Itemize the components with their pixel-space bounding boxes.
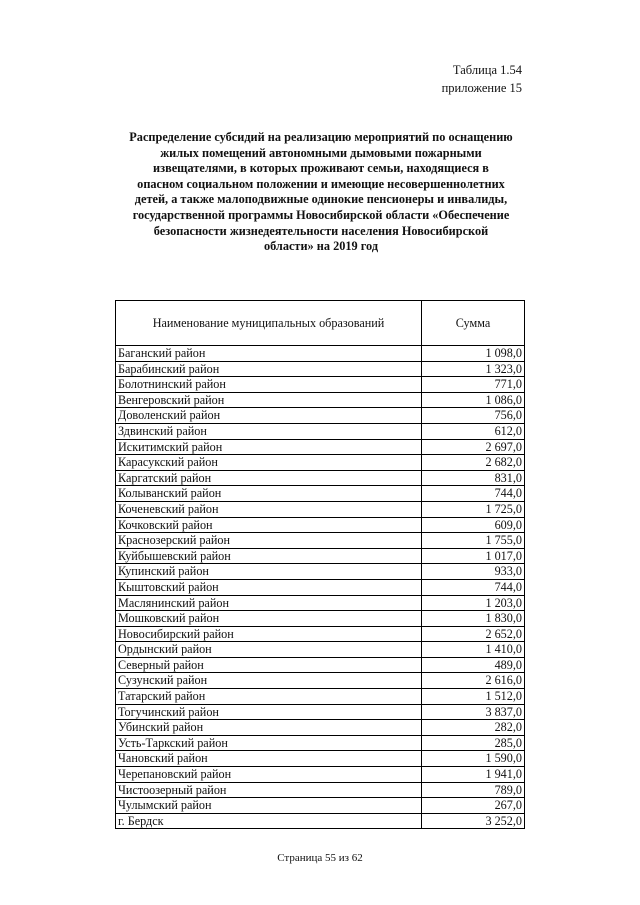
municipality-name-cell: Убинский район — [116, 720, 422, 736]
table-row — [116, 564, 525, 580]
table-row — [116, 673, 525, 689]
table-row — [116, 642, 525, 658]
column-header-municipality: Наименование муниципальных образований — [116, 301, 422, 346]
title-line: безопасности жизнедеятельности населения Новосибирской — [153, 223, 489, 238]
sum-cell: 1 590,0 — [422, 751, 525, 767]
municipality-name-cell: Маслянинский район — [116, 595, 422, 611]
municipality-name-cell: Венгеровский район — [116, 392, 422, 408]
municipality-name-cell: Татарский район — [116, 689, 422, 705]
sum-cell: 2 682,0 — [422, 455, 525, 471]
sum-cell: 609,0 — [422, 517, 525, 533]
municipality-name-cell: Чулымский район — [116, 798, 422, 814]
municipality-name-cell: Куйбышевский район — [116, 548, 422, 564]
sum-cell: 744,0 — [422, 486, 525, 502]
table-row — [116, 423, 525, 439]
sum-cell: 1 203,0 — [422, 595, 525, 611]
municipality-name-cell: Краснозерский район — [116, 533, 422, 549]
title-line: опасном социальном положении и имеющие несовершеннолетних — [137, 176, 505, 191]
table-row — [116, 689, 525, 705]
municipality-name-cell: Мошковский район — [116, 611, 422, 627]
appendix-label: приложение 15 — [441, 81, 522, 95]
sum-cell: 267,0 — [422, 798, 525, 814]
sum-cell: 1 830,0 — [422, 611, 525, 627]
municipality-name-cell: Доволенский район — [116, 408, 422, 424]
sum-cell: 1 941,0 — [422, 767, 525, 783]
sum-cell: 1 017,0 — [422, 548, 525, 564]
table-row — [116, 782, 525, 798]
municipality-name-cell: Чистоозерный район — [116, 782, 422, 798]
page-number: Страница 55 из 62 — [277, 852, 363, 864]
title-line: детей, а также малоподвижные одинокие пенсионеры и инвалиды, — [134, 192, 508, 207]
table-row — [116, 439, 525, 455]
municipality-name-cell: Сузунский район — [116, 673, 422, 689]
table-row — [116, 392, 525, 408]
table-row — [116, 548, 525, 564]
sum-cell: 2 616,0 — [422, 673, 525, 689]
sum-cell: 933,0 — [422, 564, 525, 580]
municipality-name-cell: Барабинский район — [116, 361, 422, 377]
title-line: жилых помещений автономными дымовыми пожарными — [160, 145, 482, 160]
sum-cell: 771,0 — [422, 377, 525, 393]
table-row — [116, 626, 525, 642]
municipality-name-cell: Усть-Таркский район — [116, 735, 422, 751]
municipality-name-cell: Купинский район — [116, 564, 422, 580]
table-row — [116, 501, 525, 517]
municipality-name-cell: Ордынский район — [116, 642, 422, 658]
sum-cell: 1 725,0 — [422, 501, 525, 517]
table-row — [116, 579, 525, 595]
table-row — [116, 346, 525, 362]
table-row — [116, 533, 525, 549]
table-row — [116, 377, 525, 393]
municipality-name-cell: Чановский район — [116, 751, 422, 767]
table-row — [116, 704, 525, 720]
table-header-row — [116, 301, 525, 346]
sum-cell: 3 252,0 — [422, 813, 525, 829]
sum-cell: 756,0 — [422, 408, 525, 424]
sum-cell: 1 410,0 — [422, 642, 525, 658]
table-row — [116, 767, 525, 783]
table-row — [116, 813, 525, 829]
municipality-name-cell: Коченевский район — [116, 501, 422, 517]
table-number-label: Таблица 1.54 — [452, 63, 522, 77]
subsidy-table — [115, 300, 525, 829]
sum-cell: 1 086,0 — [422, 392, 525, 408]
sum-cell: 285,0 — [422, 735, 525, 751]
sum-cell: 789,0 — [422, 782, 525, 798]
municipality-name-cell: Кочковский район — [116, 517, 422, 533]
table-row — [116, 361, 525, 377]
sum-cell: 2 652,0 — [422, 626, 525, 642]
table-row — [116, 735, 525, 751]
table-row — [116, 408, 525, 424]
table-row — [116, 798, 525, 814]
title-line: области» на 2019 год — [263, 239, 379, 254]
municipality-name-cell: Черепановский район — [116, 767, 422, 783]
municipality-name-cell: Болотнинский район — [116, 377, 422, 393]
title-line: Распределение субсидий на реализацию мероприятий по оснащению — [129, 130, 513, 144]
document-title — [110, 130, 532, 255]
table-row — [116, 657, 525, 673]
sum-cell: 489,0 — [422, 657, 525, 673]
table-row — [116, 720, 525, 736]
sum-cell: 1 098,0 — [422, 346, 525, 362]
municipality-name-cell: Баганский район — [116, 346, 422, 362]
table-row — [116, 517, 525, 533]
table-row — [116, 595, 525, 611]
municipality-name-cell: Кыштовский район — [116, 579, 422, 595]
sum-cell: 1 323,0 — [422, 361, 525, 377]
sum-cell: 3 837,0 — [422, 704, 525, 720]
table-row — [116, 486, 525, 502]
municipality-name-cell: Северный район — [116, 657, 422, 673]
sum-cell: 744,0 — [422, 579, 525, 595]
municipality-name-cell: Новосибирский район — [116, 626, 422, 642]
sum-cell: 1 755,0 — [422, 533, 525, 549]
municipality-name-cell: Искитимский район — [116, 439, 422, 455]
sum-cell: 831,0 — [422, 470, 525, 486]
table-row — [116, 611, 525, 627]
title-line: государственной программы Новосибирской области «Обеспечение — [132, 207, 510, 222]
municipality-name-cell: Каргатский район — [116, 470, 422, 486]
column-header-sum: Сумма — [422, 301, 525, 346]
municipality-name-cell: Карасукский район — [116, 455, 422, 471]
municipality-name-cell: Здвинский район — [116, 423, 422, 439]
table-row — [116, 470, 525, 486]
municipality-name-cell: Тогучинский район — [116, 704, 422, 720]
sum-cell: 2 697,0 — [422, 439, 525, 455]
sum-cell: 282,0 — [422, 720, 525, 736]
title-line: извещателями, в которых проживают семьи, находящиеся в — [153, 161, 489, 176]
table-row — [116, 455, 525, 471]
table-row — [116, 751, 525, 767]
sum-cell: 612,0 — [422, 423, 525, 439]
sum-cell: 1 512,0 — [422, 689, 525, 705]
municipality-name-cell: г. Бердск — [116, 813, 422, 829]
municipality-name-cell: Колыванский район — [116, 486, 422, 502]
